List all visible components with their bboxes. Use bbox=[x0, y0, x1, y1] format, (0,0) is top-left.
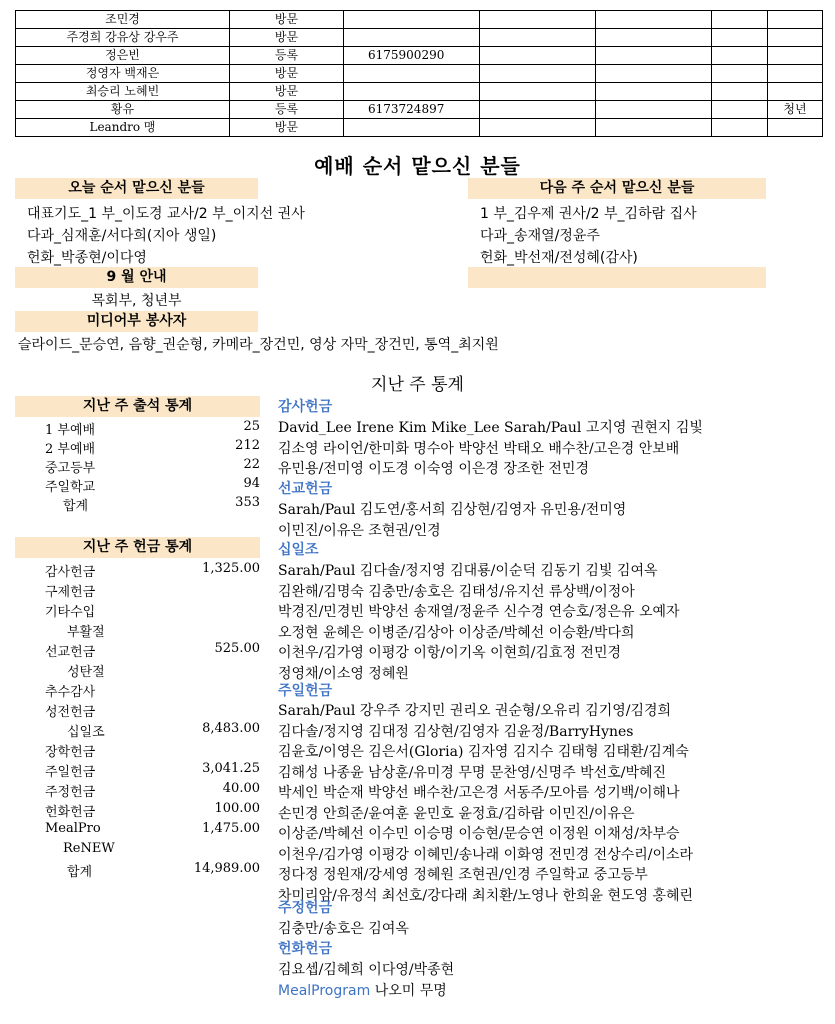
finance-value: 14,989.00 bbox=[193, 861, 260, 876]
attendance-label: 주일학교 bbox=[45, 480, 96, 495]
visitor-extra bbox=[480, 29, 596, 47]
sunday-offering-names: 김다솔/정지영 김대정 김상현/김영자 김윤정/BarryHynes bbox=[278, 723, 634, 740]
today-line: 대표기도_1 부_이도경 교사/2 부_이지선 권사 bbox=[27, 206, 305, 222]
visitor-group: 청년 bbox=[768, 101, 823, 119]
finance-value: 3,041.25 bbox=[202, 761, 260, 776]
visitor-name: Leandro 맹 bbox=[16, 119, 230, 137]
finance-row bbox=[15, 641, 260, 661]
visitor-phone bbox=[344, 11, 480, 29]
next-line: 1 부_김우제 권사/2 부_김하람 집사 bbox=[480, 206, 697, 222]
finance-row bbox=[15, 821, 260, 841]
visitor-extra bbox=[480, 11, 596, 29]
finance-row bbox=[15, 561, 260, 581]
attendance-label: 1 부예배 bbox=[45, 423, 96, 438]
finance-label: 추수감사 bbox=[45, 685, 96, 700]
sunday-offering-header: 주일헌금 bbox=[278, 683, 333, 699]
visitor-row bbox=[16, 29, 823, 47]
finance-row bbox=[15, 781, 260, 801]
finance-label: 구제헌금 bbox=[45, 585, 96, 600]
finance-value: 40.00 bbox=[222, 781, 260, 796]
visitor-group bbox=[768, 83, 823, 101]
next-line: 헌화_박선재/전성혜(감사) bbox=[480, 250, 638, 266]
finance-label: 합계 bbox=[67, 865, 93, 880]
finance-row bbox=[15, 661, 260, 681]
tithe-names: Sarah/Paul 김다솔/정지영 김대룡/이순덕 김동기 김빛 김여옥 bbox=[278, 563, 658, 579]
today-line: 다과_심재훈/서다희(지아 생일) bbox=[27, 228, 217, 244]
sunday-offering-names: 김윤호/이영은 김은서(Gloria) 김자영 김지수 김태형 김태환/김계숙 bbox=[278, 744, 689, 760]
attendance-value: 94 bbox=[243, 476, 260, 491]
visitor-extra bbox=[596, 47, 712, 65]
attendance-row bbox=[15, 476, 260, 496]
visitor-extra bbox=[712, 47, 768, 65]
visitor-group bbox=[768, 119, 823, 137]
tithe-names: 박경진/민경빈 박양선 송재열/정윤주 신수경 연승호/정은유 오예자 bbox=[278, 604, 680, 620]
finance-row bbox=[15, 601, 260, 621]
finance-row bbox=[15, 581, 260, 601]
finance-label: 헌화헌금 bbox=[45, 805, 96, 820]
finance-row bbox=[15, 621, 260, 641]
visitor-type: 등록 bbox=[230, 47, 344, 65]
finance-value: 525.00 bbox=[214, 641, 260, 656]
worship-title: 예배 순서 맡으신 분들 bbox=[314, 154, 521, 178]
visitor-group bbox=[768, 47, 823, 65]
attendance-value: 25 bbox=[243, 419, 260, 434]
visitor-type: 방문 bbox=[230, 65, 344, 83]
finance-label: 감사헌금 bbox=[45, 565, 96, 580]
visitor-type: 방문 bbox=[230, 83, 344, 101]
meal-program-line bbox=[278, 980, 823, 1000]
tithe-names: 이천우/김가영 이평강 이항/이기옥 이현희/김효정 전민경 bbox=[278, 645, 622, 661]
visitor-name: 조민경 bbox=[16, 11, 230, 29]
visitor-extra bbox=[480, 119, 596, 137]
visitor-phone bbox=[344, 29, 480, 47]
tithe-names: 정영채/이소영 정혜원 bbox=[278, 665, 409, 682]
finance-row bbox=[15, 841, 260, 861]
visitor-name: 최승리 노혜빈 bbox=[16, 83, 230, 101]
visitor-extra bbox=[596, 101, 712, 119]
attendance-value: 353 bbox=[235, 495, 260, 510]
visitor-extra bbox=[712, 101, 768, 119]
finance-row bbox=[15, 741, 260, 761]
visitor-row bbox=[16, 47, 823, 65]
visitor-extra bbox=[480, 65, 596, 83]
finance-label: 선교헌금 bbox=[45, 645, 96, 660]
visitor-extra bbox=[480, 47, 596, 65]
sunday-offering-names: 김해성 나종윤 남상훈/유미경 무명 문찬영/신명주 박선호/박혜진 bbox=[278, 764, 667, 781]
visitor-name: 주경희 강유상 강우주 bbox=[16, 29, 230, 47]
visitor-type: 방문 bbox=[230, 119, 344, 137]
weekly-offering-header: 주정헌금 bbox=[278, 900, 333, 916]
visitor-table bbox=[15, 10, 823, 137]
attendance-row bbox=[15, 495, 260, 515]
visitor-group bbox=[768, 11, 823, 29]
tithe-header: 십일조 bbox=[278, 542, 319, 558]
finance-row bbox=[15, 861, 260, 881]
finance-row bbox=[15, 721, 260, 741]
stats-title: 지난 주 통계 bbox=[371, 375, 464, 395]
mission-offering-header: 선교헌금 bbox=[278, 481, 333, 497]
finance-row bbox=[15, 761, 260, 781]
sunday-offering-names: Sarah/Paul 강우주 강지민 권리오 권순형/오유리 김기영/김경희 bbox=[278, 703, 672, 719]
sunday-offering-names: 손민경 안희준/윤여훈 윤민호 윤정효/김하람 이민진/이유은 bbox=[278, 805, 635, 822]
tithe-names: 오정현 윤혜은 이병준/김상아 이상준/박혜선 이승환/박다희 bbox=[278, 624, 635, 641]
meal-program-names: 나오미 무명 bbox=[374, 983, 447, 999]
finance-label: 성전헌금 bbox=[45, 705, 96, 720]
next-header: 다음 주 순서 맡으신 분들 bbox=[468, 178, 766, 199]
visitor-phone bbox=[344, 65, 480, 83]
visitor-row bbox=[16, 83, 823, 101]
flower-offering-names: 김요셉/김혜희 이다영/박종현 bbox=[278, 962, 455, 978]
visitor-row bbox=[16, 11, 823, 29]
visitor-extra bbox=[712, 65, 768, 83]
meal-program-label: MealProgram bbox=[278, 983, 371, 999]
weekly-offering-names: 김충만/송호은 김여옥 bbox=[278, 921, 409, 937]
sunday-offering-names: 이천우/김가영 이평강 이혜민/송나래 이화영 전민경 전상수리/이소라 bbox=[278, 846, 694, 863]
finance-label: 기타수입 bbox=[45, 605, 96, 620]
today-line: 헌화_박종현/이다영 bbox=[27, 250, 147, 266]
attendance-row bbox=[15, 438, 260, 458]
sunday-offering-names: 이상준/박혜선 이수민 이승명 이승현/문승연 이정원 이채성/차부승 bbox=[278, 826, 680, 842]
visitor-phone bbox=[344, 119, 480, 137]
visitor-extra bbox=[712, 11, 768, 29]
visitor-name: 정영자 백재은 bbox=[16, 65, 230, 83]
sunday-offering-names: 정다정 정원재/강세영 정혜원 조현권/인경 주일학교 중고등부 bbox=[278, 867, 648, 883]
visitor-group bbox=[768, 29, 823, 47]
flower-offering-header: 헌화헌금 bbox=[278, 941, 333, 957]
thanks-offering-names: 유민용/전미영 이도경 이숙영 이은경 장조한 전민경 bbox=[278, 461, 589, 477]
thanks-offering-names: David_Lee Irene Kim Mike_Lee Sarah/Paul 고지영 권현지 김빛 bbox=[278, 420, 703, 436]
mission-offering-names: Sarah/Paul 김도연/홍서희 김상현/김영자 유민용/전미영 bbox=[278, 502, 627, 518]
mission-offering-names: 이민진/이유은 조현권/인경 bbox=[278, 522, 441, 539]
next-line: 다과_송재열/정윤주 bbox=[480, 228, 600, 244]
thanks-offering-names: 김소영 라이언/한미화 명수아 박양선 박태오 배수찬/고은경 안보배 bbox=[278, 440, 680, 457]
attendance-value: 22 bbox=[243, 457, 260, 472]
visitor-extra bbox=[480, 83, 596, 101]
attendance-row bbox=[15, 419, 260, 439]
today-header: 오늘 순서 맡으신 분들 bbox=[15, 178, 258, 199]
finance-row bbox=[15, 681, 260, 701]
visitor-row bbox=[16, 101, 823, 119]
visitor-phone: 6175900290 bbox=[344, 47, 480, 65]
visitor-phone bbox=[344, 83, 480, 101]
media-text: 슬라이드_문승연, 음향_권순형, 카메라_장건민, 영상 자막_장건민, 통역_최지원 bbox=[18, 337, 499, 353]
finance-label: ReNEW bbox=[63, 841, 115, 856]
finance-value: 100.00 bbox=[214, 801, 260, 816]
visitor-type: 방문 bbox=[230, 11, 344, 29]
finance-label: 주일헌금 bbox=[45, 765, 96, 780]
visitor-row bbox=[16, 119, 823, 137]
finance-label: 부활절 bbox=[67, 625, 105, 640]
visitor-extra bbox=[712, 29, 768, 47]
visitor-extra bbox=[596, 11, 712, 29]
finance-row bbox=[15, 801, 260, 821]
visitor-extra bbox=[596, 83, 712, 101]
attendance-row bbox=[15, 457, 260, 477]
finance-label: 성탄절 bbox=[67, 665, 105, 680]
finance-value: 1,325.00 bbox=[202, 561, 260, 576]
visitor-name: 정은빈 bbox=[16, 47, 230, 65]
visitor-type: 등록 bbox=[230, 101, 344, 119]
finance-value: 8,483.00 bbox=[202, 721, 260, 736]
attendance-label: 2 부예배 bbox=[45, 442, 96, 457]
notice-header: 9 월 안내 bbox=[15, 267, 258, 288]
sunday-offering-names: 차미리암/유정석 최선호/강다래 최치환/노영나 한희윤 현도영 홍혜린 bbox=[278, 887, 694, 904]
visitor-extra bbox=[596, 119, 712, 137]
finance-value: 1,475.00 bbox=[202, 821, 260, 836]
finance-label: 주정헌금 bbox=[45, 785, 96, 800]
attendance-label: 합계 bbox=[63, 499, 89, 514]
media-header: 미디어부 봉사자 bbox=[15, 311, 258, 332]
attendance-value: 212 bbox=[235, 438, 260, 453]
finance-header: 지난 주 헌금 통계 bbox=[15, 537, 260, 558]
visitor-name: 황유 bbox=[16, 101, 230, 119]
visitor-extra bbox=[480, 101, 596, 119]
visitor-phone: 6173724897 bbox=[344, 101, 480, 119]
notice-text: 목회부, 청년부 bbox=[91, 293, 182, 309]
sunday-offering-names: 박세인 박순재 박양선 배수찬/고은경 서동주/모아름 성기백/이해나 bbox=[278, 785, 680, 801]
attendance-header: 지난 주 출석 통계 bbox=[15, 396, 260, 417]
visitor-row bbox=[16, 65, 823, 83]
visitor-type: 방문 bbox=[230, 29, 344, 47]
attendance-label: 중고등부 bbox=[45, 461, 96, 476]
notice-empty-band bbox=[468, 267, 766, 288]
visitor-group bbox=[768, 65, 823, 83]
finance-label: MealPro bbox=[45, 821, 101, 836]
finance-row bbox=[15, 701, 260, 721]
finance-label: 장학헌금 bbox=[45, 745, 96, 760]
thanks-offering-header: 감사헌금 bbox=[278, 399, 333, 415]
visitor-extra bbox=[712, 83, 768, 101]
finance-label: 십일조 bbox=[67, 725, 105, 740]
tithe-names: 김완해/김명숙 김충만/송호은 김태성/유지선 류상백/이정아 bbox=[278, 583, 635, 600]
visitor-extra bbox=[596, 29, 712, 47]
visitor-extra bbox=[596, 65, 712, 83]
visitor-extra bbox=[712, 119, 768, 137]
